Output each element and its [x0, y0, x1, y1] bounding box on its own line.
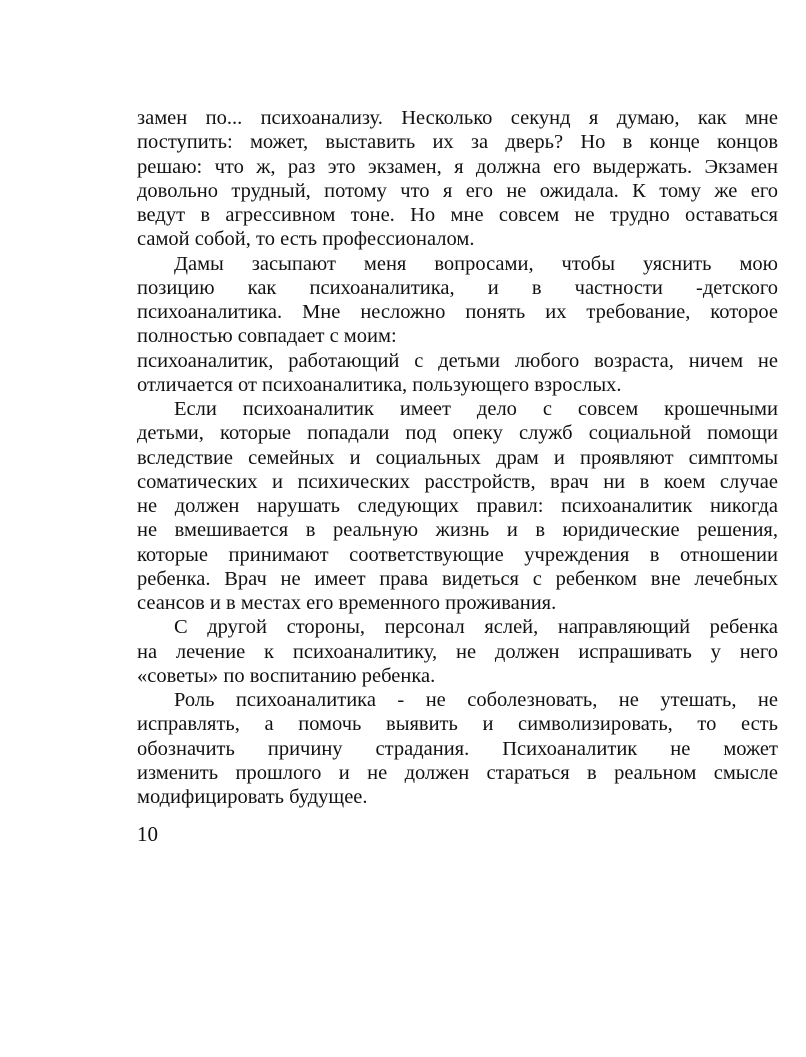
page-body	[137, 106, 778, 809]
text-line: Если психоаналитик имеет дело с совсем крошечными	[174, 398, 778, 420]
text-line: не вмешивается в реальную жизнь и в юридические решения,	[137, 519, 778, 542]
text-line: вследствие семейных и социальных драм и проявляют симптомы	[137, 446, 778, 469]
paragraph	[137, 252, 778, 349]
text-line: ведут в агрессивном тоне. Но мне совсем не трудно оставаться	[137, 204, 778, 226]
text-line: отличается от психоаналитика, пользующего взрослых.	[137, 373, 622, 396]
text-line: «советы» по воспитанию ребенка.	[137, 664, 436, 687]
text-line: С другой стороны, персонал яслей, направляющий ребенка	[174, 616, 778, 639]
text-line: поступить: может, выставить их за дверь? Но в конце концов	[137, 131, 778, 154]
text-line: Роль психоаналитика - не соболезновать, не утешать, не	[174, 689, 778, 711]
paragraph	[137, 688, 778, 809]
text-line: обозначить причину страдания. Психоаналитик не может	[137, 737, 778, 760]
text-line: психоаналитика. Мне несложно понять их требование, которое	[137, 301, 778, 323]
text-line: детьми, которые попадали под опеку служб социальной помощи	[137, 422, 778, 445]
text-line: замен по... психоанализу. Несколько секунд я думаю, как мне	[137, 107, 778, 129]
paragraph	[137, 349, 778, 398]
text-line: изменить прошлого и не должен стараться в реальном смысле	[137, 761, 778, 784]
text-line: соматических и психических расстройств, врач ни в коем случае	[137, 470, 778, 493]
paragraph	[137, 106, 778, 252]
paragraph	[137, 397, 778, 615]
text-line: решаю: что ж, раз это экзамен, я должна его выдержать. Экзамен	[137, 155, 778, 178]
text-line: сеансов и в местах его временного проживания.	[137, 592, 557, 614]
text-line: самой собой, то есть профессионалом.	[137, 228, 475, 251]
text-line: на лечение к психоаналитику, не должен испрашивать у него	[137, 640, 778, 663]
text-line: которые принимают соответствующие учреждения в отношении	[137, 543, 778, 566]
text-line: модифицировать будущее.	[137, 786, 368, 808]
text-line: психоаналитик, работающий с детьми любого возраста, ничем не	[137, 349, 778, 372]
text-line: не должен нарушать следующих правил: психоаналитик никогда	[137, 495, 778, 517]
text-line: исправлять, а помочь выявить и символизировать, то есть	[137, 713, 778, 736]
text-line: довольно трудный, потому что я его не ожидала. К тому же его	[137, 179, 778, 202]
text-line: позицию как психоаналитика, и в частности -детского	[137, 276, 778, 299]
text-line: полностью совпадает с моим:	[137, 325, 397, 348]
text-line: Дамы засыпают меня вопросами, чтобы уяснить мою	[174, 252, 778, 275]
text-line: ребенка. Врач не имеет права видеться с ребенком вне лечебных	[137, 567, 778, 590]
page-number: 10	[137, 822, 158, 846]
paragraph	[137, 615, 778, 688]
